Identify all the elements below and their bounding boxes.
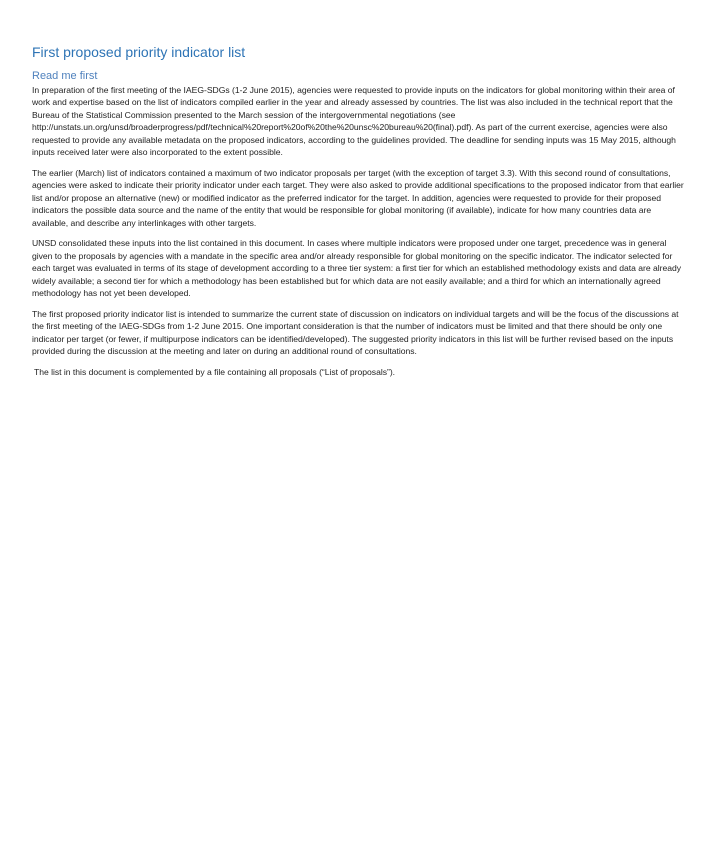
document-title: First proposed priority indicator list	[32, 44, 246, 60]
paragraph-purpose: The first proposed priority indicator list is intended to summarize the current state of discussion on indicators on individual targets and will be the focus of the discussions at the first meeting of the IAEG-SDGs from 1-2 June 2015. One important consideration is that the number of indicators must be limited and that there should be only one indicator per target (or fewer, if multipurpose indicators can be identified/developed). The suggested priority indicators in this list will be further revised based on the inputs provided during the discussion at the meeting and later on during an additional round of consultations.	[32, 309, 679, 357]
paragraph-earlier-list: The earlier (March) list of indicators contained a maximum of two indicator proposals per target (with the exception of target 3.3). With this second round of consultations, agencies were asked to indicate their priority indicator under each target. They were also asked to provide additional specifications to the proposed indicator from that earlier list and/or propose an alternative (new) or modified indicator as the preferred indicator for the target. In addition, agencies were requested to provide for their proposed indicators the possible data source and the name of the entity that would be responsible for global monitoring (if available), indicate for how many countries data are available, and describe any interlinkages with other targets.	[32, 167, 684, 228]
paragraph-complement-note: The list in this document is complemented by a file containing all proposals (“List of proposals”).	[34, 367, 396, 378]
document-content	[32, 44, 684, 387]
paragraph-preparation: In preparation of the first meeting of the IAEG-SDGs (1-2 June 2015), agencies were requested to provide inputs on the indicators for global monitoring within their area of work and expertise based on the list of indicators compiled earlier in the year and already assessed by countries. The list was also included in the technical report that the Bureau of the Statistical Commission presented to the March session of the intergovernmental negotiations (see http://unstats.un.org/unsd/broaderprogress/pdf/technical%20report%20of%20the%20unsc%20bureau%20(final).pdf). As part of the current exercise, agencies were also requested to provide any available metadata on the proposed indicators, according to the guidelines provided. The deadline for sending inputs was 15 May 2015, although inputs received later were also incorporated to the extent possible.	[32, 85, 676, 158]
section-heading-read-me-first: Read me first	[32, 70, 98, 82]
paragraph-unsd-consolidation: UNSD consolidated these inputs into the list contained in this document. In cases where multiple indicators were proposed under one target, precedence was in general given to the proposals by agencies with a mandate in the specific area and/or already responsible for global monitoring on the specific indicator. The indicator selected for each target was evaluated in terms of its stage of development according to a three tier system: a first tier for which an established methodology exists and data are already widely available; a second tier for which a methodology has been established but for which data are not easily available; and a third for which an internationally agreed methodology has not yet been developed.	[32, 238, 682, 299]
